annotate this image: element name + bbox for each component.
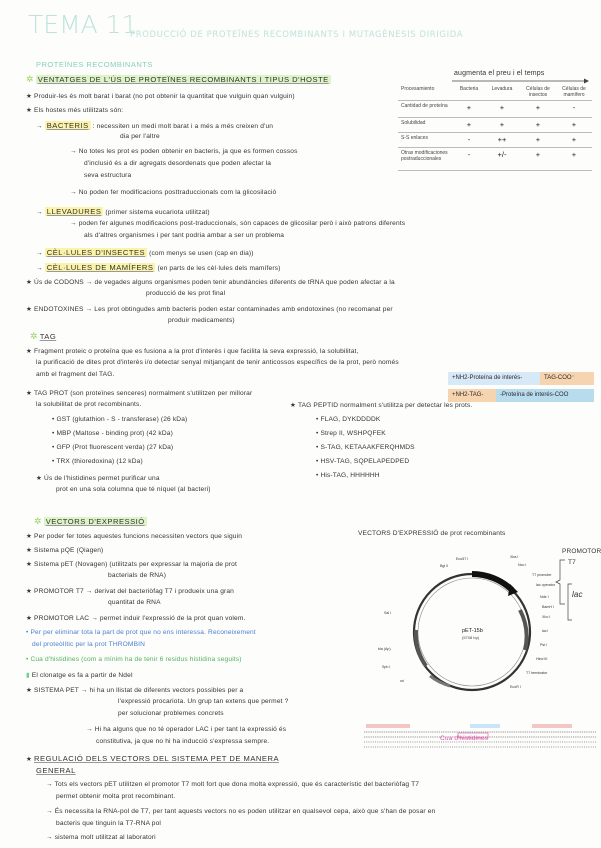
plasmid-site-label: T7 promoter [532,573,552,577]
vec-r1b: permet obtenir molta prot recombinant. [56,793,176,800]
vec-pet-4: → Hi ha alguns que no té operador LAC i per tant la expressió és [86,726,287,733]
tema-number: TEMA 11 [28,10,138,39]
tag-pep-head: ★ TAG PEPTID normalment s'utilitza per detectar les prots. [290,402,473,409]
cell: +/- [484,148,520,171]
plasmid-site-label: bla (Ap) [378,647,391,651]
plasmid-site-label: lac operator [536,583,555,587]
vent-line-1: ★ Produir-les és molt barat i barat (no pot obtenir la quantitat que vulguin quan vulguin) [26,93,295,100]
page-title: PRODUCCIÓ DE PROTEÏNES RECOMBINANTS I MUTAGÈNESIS DIRIGIDA [130,30,464,40]
his-note-2: prot en una sola columna que té níquel (al bacteri) [56,486,211,493]
his-note: ★ Ús de l'histidines permet purificar una [36,475,160,482]
cell: + [484,101,520,118]
plasmid-site-label: Bgl II [440,564,449,568]
pep-tag-item: • FLAG, DYKDDDDK [316,416,381,423]
prot-tag-item: • TRX (thioredoxina) (12 kDa) [52,458,143,465]
cell: + [454,101,484,118]
promotor-label-2: T7 [568,559,576,566]
laci-segment [520,610,527,650]
ori-segment [430,676,450,686]
pep-tag-item: • His-TAG, HHHHHH [316,472,380,479]
plasmid-size: (5708 bp) [462,635,480,640]
cell: - [556,101,592,118]
plasmid-site-label: T7 terminator [526,671,548,675]
seq-highlight-site [470,724,500,728]
table-header: Procesamiento [398,84,454,101]
plasmid-site-label: Nco I [518,563,527,567]
fusion-box-2b: -Proteína de interés-COO [496,389,594,402]
plasmid-name: pET-15b [462,628,483,634]
row-label: S-S enlaces [398,133,454,148]
llevadures-line: → LLEVADURES (primer sistema eucariota utilitzat) [36,207,210,216]
vec-t7b: quantitat de RNA [108,599,161,606]
vectors-heading: ✲ VECTORS D'EXPRESSIÓ [34,516,145,526]
vent-line-2: ★ Els hostes més utilitzats són: [26,107,124,114]
vec-r3: → sistema molt utilitzat al laboratori [46,834,156,841]
vec-pet-3: per solucionar problemes concrets [118,710,224,717]
bact-point-1c: seva estructura [84,172,132,179]
bacteris-line-2: dia per l'altre [120,133,160,140]
table-header: Células de insectos [520,84,556,101]
plasmid-site-label: Sal I [384,611,392,615]
cell: + [520,133,556,148]
lac-label: lac [572,590,583,599]
vec-blue-2: del proteòlític per la prot THROMBIN [32,641,146,648]
tag-line-1: ★ Fragment proteic o proteïna que es fusiona a la prot d'interès i que facilita la seva expressió, la solubilitat, [26,348,359,355]
insectes-line: → CÈL·LULES D'INSECTES (com menys se usen (cap en dia)) [36,248,254,257]
vec-line-1: ★ Per poder fer totes aquestes funcions necessiten vectors que siguin [26,533,243,540]
vec-r2b: bacteris que tinguin la T7-RNA pol [56,820,162,827]
endotox-line-2: produir medicaments) [168,317,235,324]
vec-pet-2: l'expressió procariota. Un grup tan extens que permet ? [118,698,289,705]
endotox-line: ★ ENDOTOXINES → Les prot obtingudes amb bacteris poden estar contaminades amb endotoxines (no recomanat per [26,306,393,313]
vec-reg: ★ REGULACIÓ DELS VECTORS DEL SISTEMA PET DE MANERA [26,754,280,763]
pep-tag-item: • HSV-TAG, SQPELAPEDPED [316,458,410,465]
cell: + [520,148,556,171]
tag-line-2: la purificació de dites prot d'interès i/o detectar senyal mitjançant de tenir anticossos específics de la prot, però només [36,359,399,366]
pep-tag-item: • S-TAG, KETAAAKFERQHMDS [316,444,415,451]
plasmid-site-label: Sph I [382,665,391,669]
llev-point-1: → poden fer algunes modificacions post-traduccionals, són capaces de glicosilar però i això patrons diferents [70,220,406,227]
plasmid-site-label: Xba I [510,555,519,559]
plasmid-caption: VECTORS D'EXPRESSIÓ de prot recombinants [358,530,506,537]
cell: + [556,148,592,171]
plasmid-site-label: Pst I [540,643,548,647]
prot-tag-item: • MBP (Maltose - binding prot) (42 kDa) [52,430,173,437]
pep-tag-item: • Strep II, WSHPQFEK [316,430,386,437]
promotor-label: PROMOTOR [562,548,601,555]
plasmid-site-label: Xho I [542,615,551,619]
plasmid-site-label: lacI [542,629,548,633]
vec-line-3: ★ Sistema pET (Novagen) (utilitzats per expressar la majoria de prot [26,561,237,568]
plasmid-site-label: BamH I [542,605,554,609]
table-caption: augmenta el preu i el temps [454,70,545,77]
table-header: Células de mamífero [556,84,592,101]
cell: - [454,148,484,171]
cell: + [454,118,484,133]
table-header-row [398,84,592,101]
bla-segment [416,630,426,666]
cell: + [484,118,520,133]
vec-ndel: ▮ El clonatge es fa a partir de NdeI [26,672,133,679]
table-row [398,133,592,148]
tag-line-3: amb el fragment del TAG. [36,371,115,378]
fusion-box-2a: +NH2-TAG- [448,389,496,402]
codons-line-2: producció de les prot final [146,290,226,297]
seq-highlight-terminator [532,724,572,728]
plasmid-site-label: Nde I [540,595,549,599]
prot-tag-item: • GFP (Prot fluorescent verda) (27 kDa) [52,444,174,451]
seq-highlight-promoter [366,724,410,728]
table-row [398,148,592,171]
table-row [398,118,592,133]
comparison-table [398,84,592,171]
cell: + [556,118,592,133]
vec-line-3b: bacterials de RNA) [108,572,167,579]
row-label: Cantidad de proteína [398,101,454,118]
cell: - [454,133,484,148]
his-tag-caption: Cua d'histidines [440,735,489,742]
mamifers-line: → CÈL·LULES DE MAMÍFERS (en parts de les cèl·lules dels mamífers) [36,263,281,272]
section-title: PROTEÏNES RECOMBINANTS [36,60,153,69]
table-header: Bacteria [454,84,484,101]
vec-pet: ★ SISTEMA PET → hi ha un llistat de diferents vectors possibles per a [26,687,244,694]
fusion-box-1a: +NH2-Proteína de interés- [448,372,540,385]
fusion-box-1b: TAG-COO⁻ [540,372,594,385]
vec-r1: → Tots els vectors pET utilitzen el promotor T7 molt fort que dona molta expressió, que és característic del bacteriòfag T7 [46,781,420,788]
cell: + [520,101,556,118]
promoter-bracket [556,560,565,604]
bact-point-1b: d'inclusió és a dir agregats desordenats que poden afectar la [84,160,272,167]
row-label: Solubilidad [398,118,454,133]
table-header: Levadura [484,84,520,101]
vec-r2: → És necessita la RNA-pol de T7, per tant aquests vectors no es poden utilitzar en qualsevol cepa, això que s'han de posar en [46,808,436,815]
vec-reg-2: GENERAL [36,766,76,775]
plasmid-map [360,540,600,720]
vec-pet-5: constitutiva, ja que no hi ha inducció s'expressa sempre. [96,738,270,745]
llev-point-2: als d'altres organismes i per tant podria ambar a ser un problema [84,232,285,239]
plasmid-site-label: Hind III [536,657,548,661]
vec-blue-1: • Per per eliminar tota la part de prot que no ens interessa. Reconeixement [26,629,256,636]
codons-line: ★ Ús de CODONS → de vegades alguns organismes poden tenir abundàncies diferents de tRNA que poden afectar a la [26,279,395,286]
vec-t7: ★ PROMOTOR T7 → derivat del bacteriòfag T7 i produeix una gran [26,588,234,595]
plasmid-site-label: Eco57 I [456,557,469,561]
cell: + [556,133,592,148]
ventatges-heading: ✲ VENTATGES DE L'ÚS DE PROTEÏNES RECOMBINANTS I TIPUS D'HOSTE [26,74,329,84]
vec-lac: ★ PROMOTOR LAC → permet induir l'expressió de la prot quan volem. [26,615,246,622]
tag-heading: ✲ TAG [30,331,57,341]
vec-line-2: ★ Sistema pQE (Qiagen) [26,547,104,554]
vec-green-1: • Cua d'histidines (com a mínim ha de tenir 6 residus histidina seguits) [26,656,242,663]
tag-prot-head: ★ TAG PROT (son proteïnes senceres) normalment s'utilitzen per millorar [26,390,253,397]
cell: + [520,118,556,133]
table-row [398,101,592,118]
bact-point-2: → No poden fer modificacions posttraduccionals com la glicosilació [70,189,277,196]
prot-tag-item: • GST (glutathion - S - transferase) (26 kDa) [52,416,188,423]
plasmid-site-label: EcoR I [510,685,521,689]
cell: ++ [484,133,520,148]
plasmid-site-label: ori [400,679,404,683]
tag-prot-head-2: la solubilitat de prot recombinants. [36,401,142,408]
bact-point-1: → No totes les prot es poden obtenir en bacteris, ja que es formen cossos [70,148,298,155]
row-label: Otras modificaciones postraduccionales [398,148,454,171]
bacteris-line: → BACTERIS : necessiten un medi molt barat i a més a més creixen d'un [36,121,274,130]
lac-bracket [568,584,572,620]
